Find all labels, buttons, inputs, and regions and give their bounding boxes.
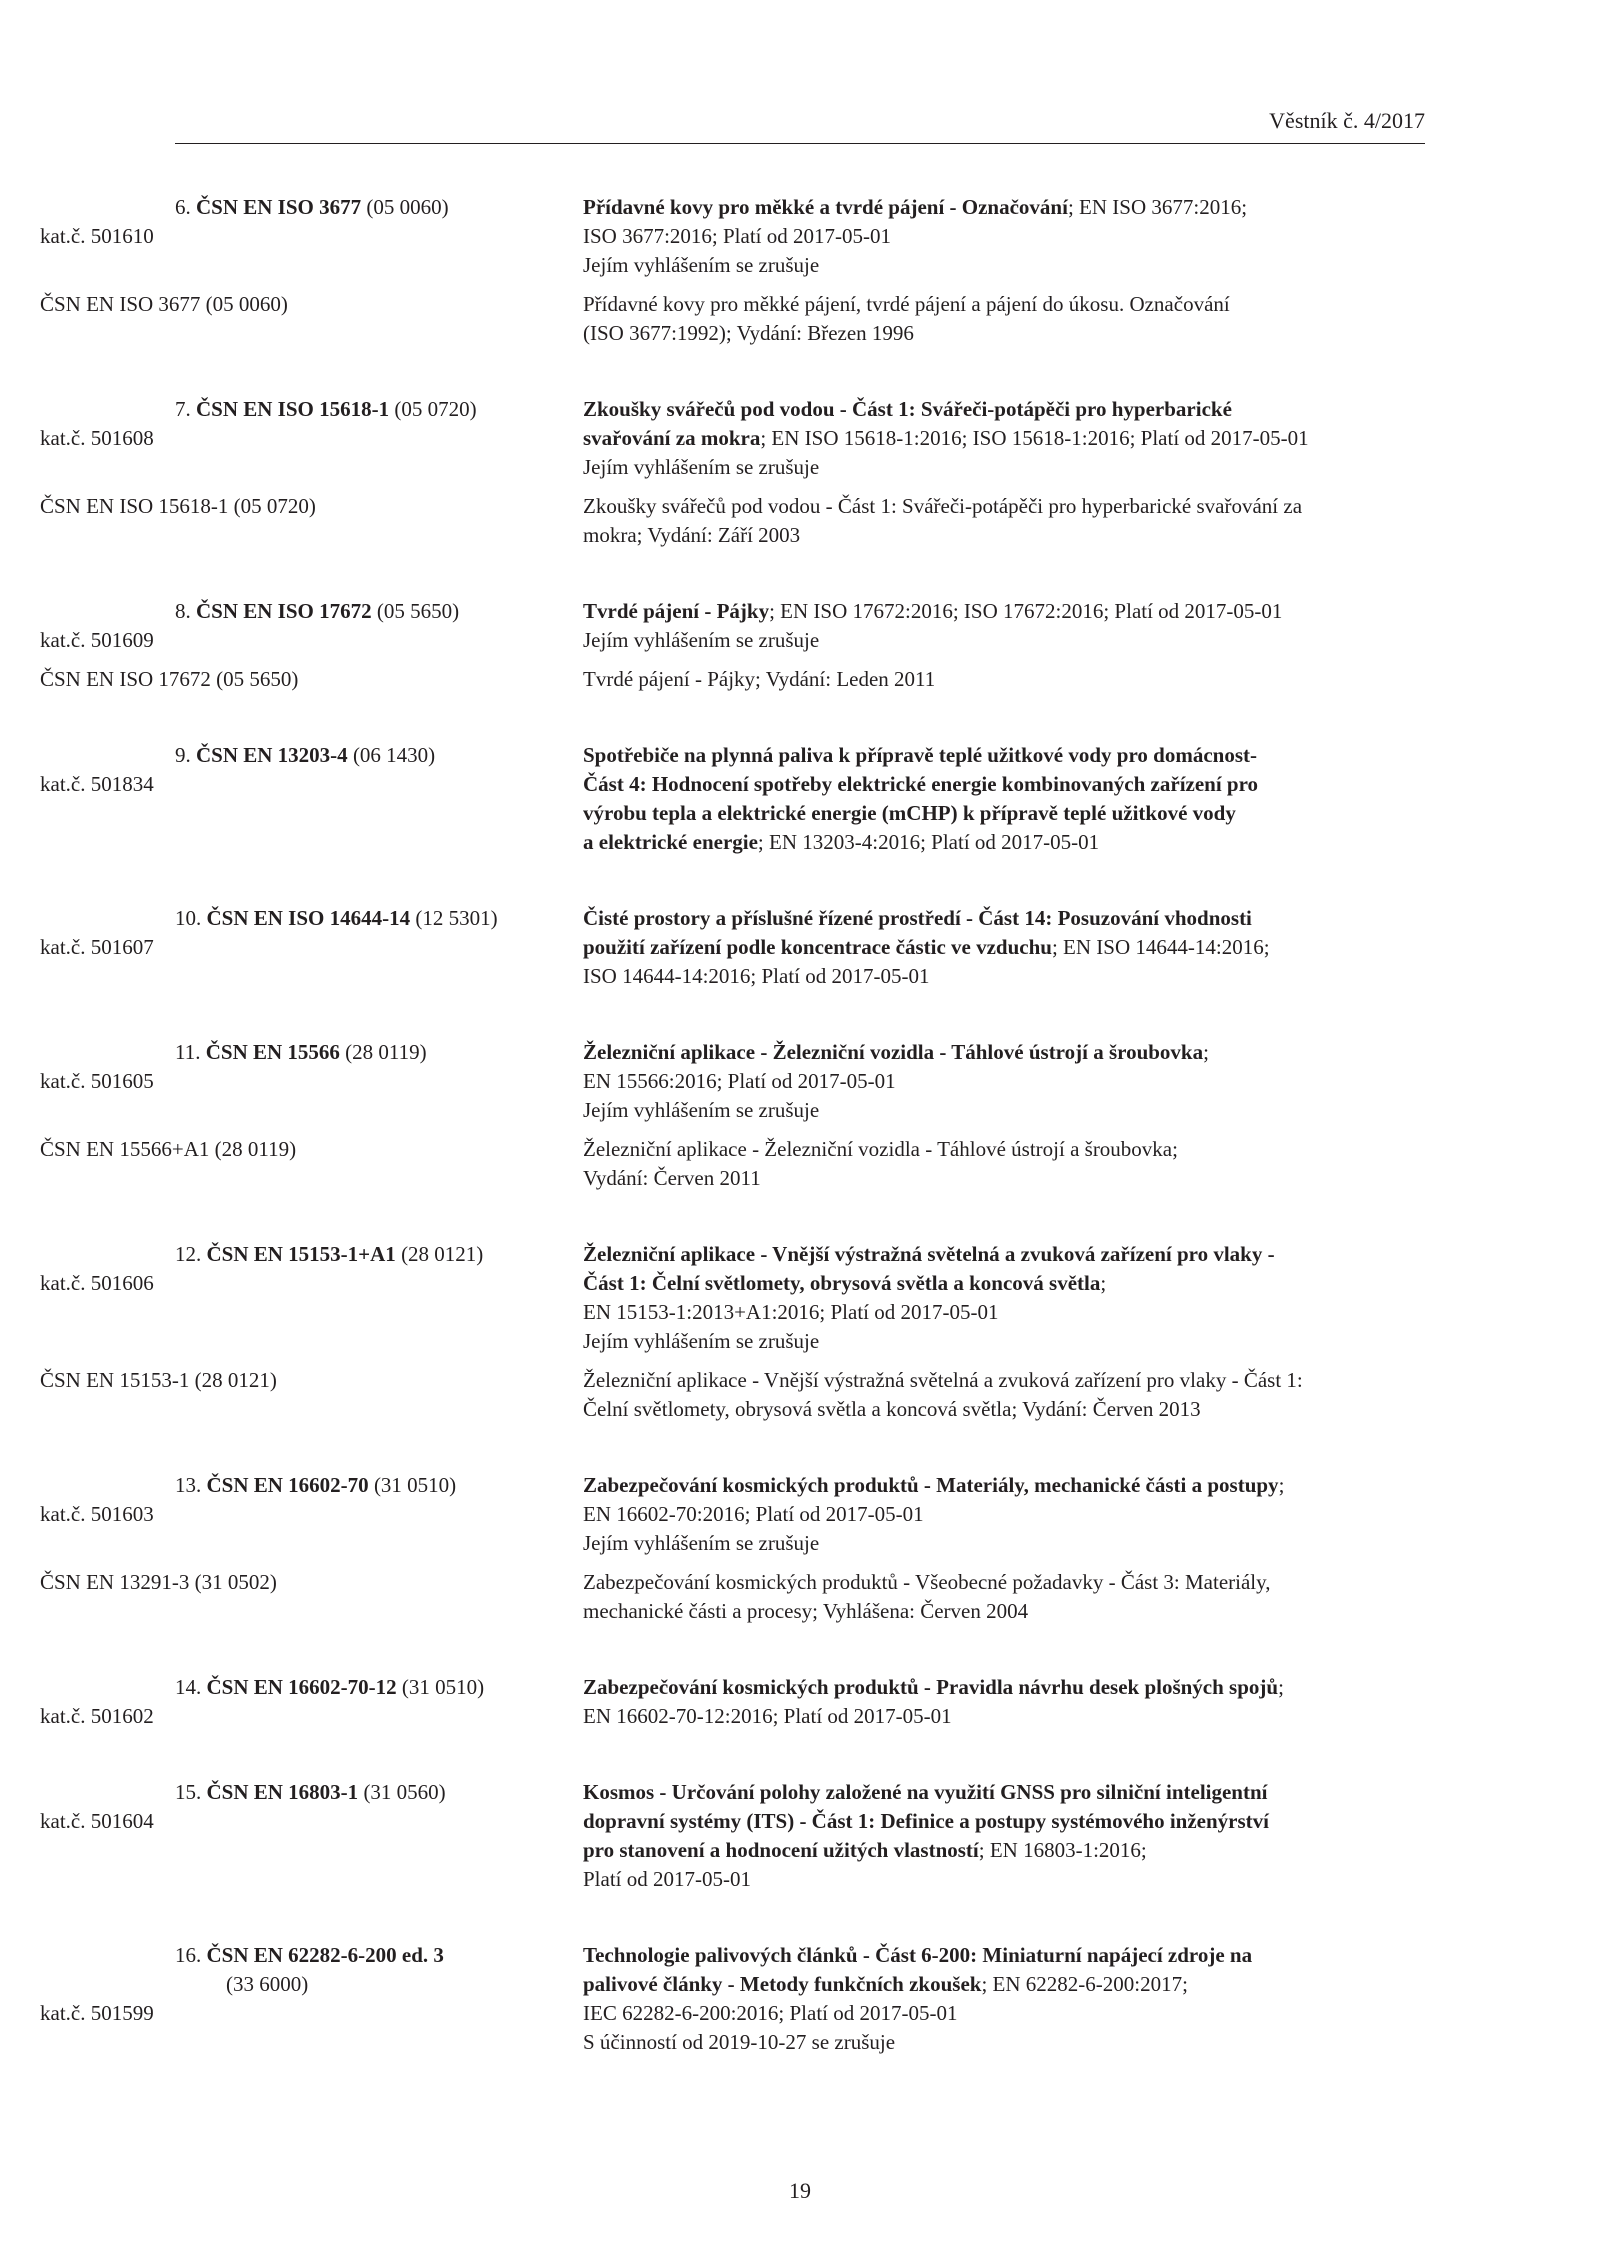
replaced-standard-code: ČSN EN 15566+A1 (28 0119) bbox=[40, 1137, 297, 1161]
class-code: (05 0720) bbox=[394, 397, 477, 421]
standard-entry-14: 14. ČSN EN 16602-70-12 (31 0510) Zabezpečování kosmických produktů - Pravidla návrhu desek plošných spojů; kat.č. 501602 EN 16602-70-12:2016; Platí od 2017-05-01 bbox=[0, 1673, 1600, 1731]
standard-entry-12: 12. ČSN EN 15153-1+A1 (28 0121) Železniční aplikace - Vnější výstražná světelná a zvuková zařízení pro vlaky - kat.č. 501606 Část 1: Čelní světlomety, obrysová světla a koncová světla; EN 15153-1:2013+A1:2016; Platí od 2017-05-01 Jejím vyhlášením se zrušuje ČSN EN 15153-1 (28 0121) Železniční aplikace - Vnější výstražná světelná a zvuková zařízení pro vlaky - Část 1: Čelní světlomety, obrysová světla a koncová světla; Vydání: Červen 2013 bbox=[0, 1240, 1600, 1424]
standard-code: ČSN EN 16803-1 bbox=[206, 1780, 359, 1804]
replaced-standard-title: (ISO 3677:1992); Vydání: Březen 1996 bbox=[583, 321, 914, 345]
replacement-note: Jejím vyhlášením se zrušuje bbox=[583, 253, 820, 277]
standard-ref: EN 15153-1:2013+A1:2016; Platí od 2017-05-01 bbox=[583, 1300, 999, 1324]
entry-number: 14. bbox=[175, 1675, 202, 1699]
standard-entry-6: 6. ČSN EN ISO 3677 (05 0060) Přídavné kovy pro měkké a tvrdé pájení - Označování; EN ISO 3677:2016; kat.č. 501610 ISO 3677:2016; Platí od 2017-05-01 Jejím vyhlášením se zrušuje ČSN EN ISO 3677 (05 0060) Přídavné kovy pro měkké pájení, tvrdé pájení a pájení do úkosu. Označování (ISO 3677:1992); Vydání: Březen 1996 bbox=[0, 193, 1600, 348]
standard-code: ČSN EN 16602-70 bbox=[206, 1473, 369, 1497]
entry-number: 12. bbox=[175, 1242, 202, 1266]
class-code: (31 0510) bbox=[373, 1473, 457, 1497]
replaced-standard-code: ČSN EN ISO 15618-1 (05 0720) bbox=[40, 494, 316, 518]
standard-title: Zabezpečování kosmických produktů - Pravidla návrhu desek plošných spojů bbox=[583, 1675, 1279, 1699]
catalog-number: kat.č. 501599 bbox=[40, 2001, 154, 2025]
entry-number: 16. bbox=[175, 1943, 202, 1967]
catalog-number: kat.č. 501605 bbox=[40, 1069, 154, 1093]
class-code: (28 0121) bbox=[401, 1242, 484, 1266]
standard-code: ČSN EN 13203-4 bbox=[196, 743, 348, 767]
standard-title: Technologie palivových článků - Část 6-200: Miniaturní napájecí zdroje na bbox=[583, 1943, 1253, 1967]
standard-title: výrobu tepla a elektrické energie (mCHP) k přípravě teplé užitkové vody bbox=[583, 801, 1236, 825]
replaced-standard-title: Zkoušky svářečů pod vodou - Část 1: Svářeči-potápěči pro hyperbarické svařování za bbox=[583, 494, 1303, 518]
standard-entry-16 bbox=[0, 1941, 1600, 2057]
replaced-standard-code: ČSN EN 13291-3 (31 0502) bbox=[40, 1570, 277, 1594]
catalog-number: kat.č. 501603 bbox=[40, 1502, 154, 1526]
standard-entry-7: 7. ČSN EN ISO 15618-1 (05 0720) Zkoušky svářečů pod vodou - Část 1: Svářeči-potápěči pro hyperbarické kat.č. 501608 svařování za mokra; EN ISO 15618-1:2016; ISO 15618-1:2016; Platí od 2017-05-01 Jejím vyhlášením se zrušuje ČSN EN ISO 15618-1 (05 0720) Zkoušky svářečů pod vodou - Část 1: Svářeči-potápěči pro hyperbarické svařování za mokra; Vydání: Září 2003 bbox=[0, 395, 1600, 550]
class-code: (33 6000) bbox=[226, 1972, 309, 1996]
replacement-note: Jejím vyhlášením se zrušuje bbox=[583, 1329, 820, 1353]
replacement-note: S účinností od 2019-10-27 se zrušuje bbox=[583, 2030, 896, 2054]
catalog-number: kat.č. 501609 bbox=[40, 628, 154, 652]
standard-code: ČSN EN 16602-70-12 bbox=[206, 1675, 397, 1699]
replacement-note: Jejím vyhlášením se zrušuje bbox=[583, 455, 820, 479]
standard-title: použití zařízení podle koncentrace částic ve vzduchu bbox=[583, 935, 1052, 959]
standard-title: Zkoušky svářečů pod vodou - Část 1: Svářeči-potápěči pro hyperbarické bbox=[583, 397, 1232, 421]
replaced-standard-title: Tvrdé pájení - Pájky; Vydání: Leden 2011 bbox=[583, 667, 936, 691]
standard-code: ČSN EN 62282-6-200 ed. 3 bbox=[206, 1943, 444, 1967]
standard-code: ČSN EN ISO 14644-14 bbox=[206, 906, 411, 930]
standard-title: Část 1: Čelní světlomety, obrysová světla a koncová světla bbox=[583, 1271, 1101, 1295]
entry-number: 9. bbox=[175, 743, 191, 767]
entry-number: 11. bbox=[175, 1040, 201, 1064]
class-code: (06 1430) bbox=[352, 743, 436, 767]
replaced-standard-code: ČSN EN 15153-1 (28 0121) bbox=[40, 1368, 277, 1392]
standard-ref: ISO 3677:2016; Platí od 2017-05-01 bbox=[583, 224, 891, 248]
standard-ref: EN 15566:2016; Platí od 2017-05-01 bbox=[583, 1069, 896, 1093]
standard-ref: ; EN ISO 14644-14:2016; bbox=[1051, 935, 1270, 959]
entry-number: 10. bbox=[175, 906, 202, 930]
catalog-number: kat.č. 501602 bbox=[40, 1704, 154, 1728]
standard-title: Přídavné kovy pro měkké a tvrdé pájení - Označování bbox=[583, 195, 1068, 219]
standard-code: ČSN EN ISO 15618-1 bbox=[196, 397, 390, 421]
standard-title: dopravní systémy (ITS) - Část 1: Definice a postupy systémového inženýrství bbox=[583, 1809, 1269, 1833]
entry-number: 7. bbox=[175, 397, 191, 421]
standard-title: svařování za mokra bbox=[583, 426, 761, 450]
class-code: (05 5650) bbox=[376, 599, 460, 623]
standard-entry-15 bbox=[0, 1778, 1600, 1894]
replacement-note: Jejím vyhlášením se zrušuje bbox=[583, 1531, 820, 1555]
class-code: (28 0119) bbox=[345, 1040, 427, 1064]
replaced-standard-title: Železniční aplikace - Vnější výstražná světelná a zvuková zařízení pro vlaky - Část 1: bbox=[583, 1368, 1303, 1392]
page-number: 19 bbox=[789, 2178, 811, 2203]
standard-title: Spotřebiče na plynná paliva k přípravě teplé užitkové vody pro domácnost- bbox=[583, 743, 1257, 767]
entry-number: 13. bbox=[175, 1473, 202, 1497]
replaced-standard-title: Železniční aplikace - Železniční vozidla - Táhlové ústrojí a šroubovka; bbox=[583, 1137, 1178, 1161]
standard-ref: Platí od 2017-05-01 bbox=[583, 1867, 751, 1891]
standard-title: pro stanovení a hodnocení užitých vlastností bbox=[583, 1838, 979, 1862]
standard-title: Tvrdé pájení - Pájky bbox=[583, 599, 770, 623]
standard-title: Zabezpečování kosmických produktů - Materiály, mechanické části a postupy bbox=[583, 1473, 1279, 1497]
catalog-number: kat.č. 501834 bbox=[40, 772, 154, 796]
entry-number: 8. bbox=[175, 599, 191, 623]
standard-entry-8: 8. ČSN EN ISO 17672 (05 5650) Tvrdé pájení - Pájky; EN ISO 17672:2016; ISO 17672:2016; Platí od 2017-05-01 kat.č. 501609 Jejím vyhlášením se zrušuje ČSN EN ISO 17672 (05 5650) Tvrdé pájení - Pájky; Vydání: Leden 2011 bbox=[0, 597, 1600, 694]
class-code: (31 0560) bbox=[363, 1780, 446, 1804]
standard-title: Kosmos - Určování polohy založené na využití GNSS pro silniční inteligentní bbox=[583, 1780, 1268, 1804]
standard-code: ČSN EN 15153-1+A1 bbox=[206, 1242, 396, 1266]
replaced-standard-title: mechanické části a procesy; Vyhlášena: Červen 2004 bbox=[583, 1599, 1029, 1623]
standard-title: palivové články - Metody funkčních zkoušek bbox=[583, 1972, 982, 1996]
standard-entry-11: 11. ČSN EN 15566 (28 0119) Železniční aplikace - Železniční vozidla - Táhlové ústrojí a šroubovka; kat.č. 501605 EN 15566:2016; Platí od 2017-05-01 Jejím vyhlášením se zrušuje ČSN EN 15566+A1 (28 0119) Železniční aplikace - Železniční vozidla - Táhlové ústrojí a šroubovka; Vydání: Červen 2011 bbox=[0, 1038, 1600, 1193]
class-code: (31 0510) bbox=[401, 1675, 485, 1699]
replaced-standard-title: Přídavné kovy pro měkké pájení, tvrdé pájení a pájení do úkosu. Označování bbox=[583, 292, 1230, 316]
standard-title: Železniční aplikace - Železniční vozidla - Táhlové ústrojí a šroubovka bbox=[583, 1040, 1204, 1064]
standard-code: ČSN EN 15566 bbox=[205, 1040, 340, 1064]
replacement-note: Jejím vyhlášením se zrušuje bbox=[583, 628, 820, 652]
standard-title: Železniční aplikace - Vnější výstražná světelná a zvuková zařízení pro vlaky - bbox=[583, 1242, 1275, 1266]
entry-number: 15. bbox=[175, 1780, 202, 1804]
replaced-standard-code: ČSN EN ISO 3677 (05 0060) bbox=[40, 292, 288, 316]
standard-entry-13: 13. ČSN EN 16602-70 (31 0510) Zabezpečování kosmických produktů - Materiály, mechanické části a postupy; kat.č. 501603 EN 16602-70:2016; Platí od 2017-05-01 Jejím vyhlášením se zrušuje ČSN EN 13291-3 (31 0502) Zabezpečování kosmických produktů - Všeobecné požadavky - Část 3: Materiály, mechanické části a procesy; Vyhlášena: Červen 2004 bbox=[0, 1471, 1600, 1626]
header-title: Věstník č. 4/2017 bbox=[1269, 108, 1425, 133]
standard-title: Část 4: Hodnocení spotřeby elektrické energie kombinovaných zařízení pro bbox=[583, 772, 1259, 796]
header-rule bbox=[175, 143, 1425, 144]
class-code: (05 0060) bbox=[366, 195, 449, 219]
standards-list bbox=[0, 193, 1600, 2104]
standard-ref: IEC 62282-6-200:2016; Platí od 2017-05-01 bbox=[583, 2001, 958, 2025]
replaced-standard-title: Zabezpečování kosmických produktů - Všeobecné požadavky - Část 3: Materiály, bbox=[583, 1570, 1271, 1594]
standard-title: a elektrické energie bbox=[583, 830, 758, 854]
catalog-number: kat.č. 501606 bbox=[40, 1271, 154, 1295]
catalog-number: kat.č. 501607 bbox=[40, 935, 154, 959]
standard-ref: ; EN 62282-6-200:2017; bbox=[981, 1972, 1188, 1996]
replaced-standard-code: ČSN EN ISO 17672 (05 5650) bbox=[40, 667, 299, 691]
catalog-number: kat.č. 501604 bbox=[40, 1809, 154, 1833]
standard-ref: ISO 14644-14:2016; Platí od 2017-05-01 bbox=[583, 964, 930, 988]
standard-ref: EN 16602-70:2016; Platí od 2017-05-01 bbox=[583, 1502, 924, 1526]
standard-ref: EN ISO 3677:2016; bbox=[1079, 195, 1248, 219]
standard-title: Čisté prostory a příslušné řízené prostředí - Část 14: Posuzování vhodnosti bbox=[583, 906, 1252, 930]
standard-code: ČSN EN ISO 3677 bbox=[196, 195, 362, 219]
standard-ref: EN ISO 15618-1:2016; ISO 15618-1:2016; Platí od 2017-05-01 bbox=[771, 426, 1309, 450]
replacement-note: Jejím vyhlášením se zrušuje bbox=[583, 1098, 820, 1122]
replaced-standard-title: Vydání: Červen 2011 bbox=[583, 1166, 761, 1190]
class-code: (12 5301) bbox=[415, 906, 498, 930]
standard-ref: EN ISO 17672:2016; ISO 17672:2016; Platí od 2017-05-01 bbox=[780, 599, 1283, 623]
standard-entry-9 bbox=[0, 741, 1600, 857]
standard-ref: ; EN 13203-4:2016; Platí od 2017-05-01 bbox=[757, 830, 1100, 854]
replaced-standard-title: mokra; Vydání: Září 2003 bbox=[583, 523, 801, 547]
standard-ref: ; EN 16803-1:2016; bbox=[978, 1838, 1147, 1862]
entry-number: 6. bbox=[175, 195, 191, 219]
replaced-standard-title: Čelní světlomety, obrysová světla a koncová světla; Vydání: Červen 2013 bbox=[583, 1397, 1201, 1421]
catalog-number: kat.č. 501610 bbox=[40, 224, 154, 248]
standard-code: ČSN EN ISO 17672 bbox=[196, 599, 372, 623]
standard-entry-10 bbox=[0, 904, 1600, 991]
standard-ref: EN 16602-70-12:2016; Platí od 2017-05-01 bbox=[583, 1704, 952, 1728]
catalog-number: kat.č. 501608 bbox=[40, 426, 154, 450]
